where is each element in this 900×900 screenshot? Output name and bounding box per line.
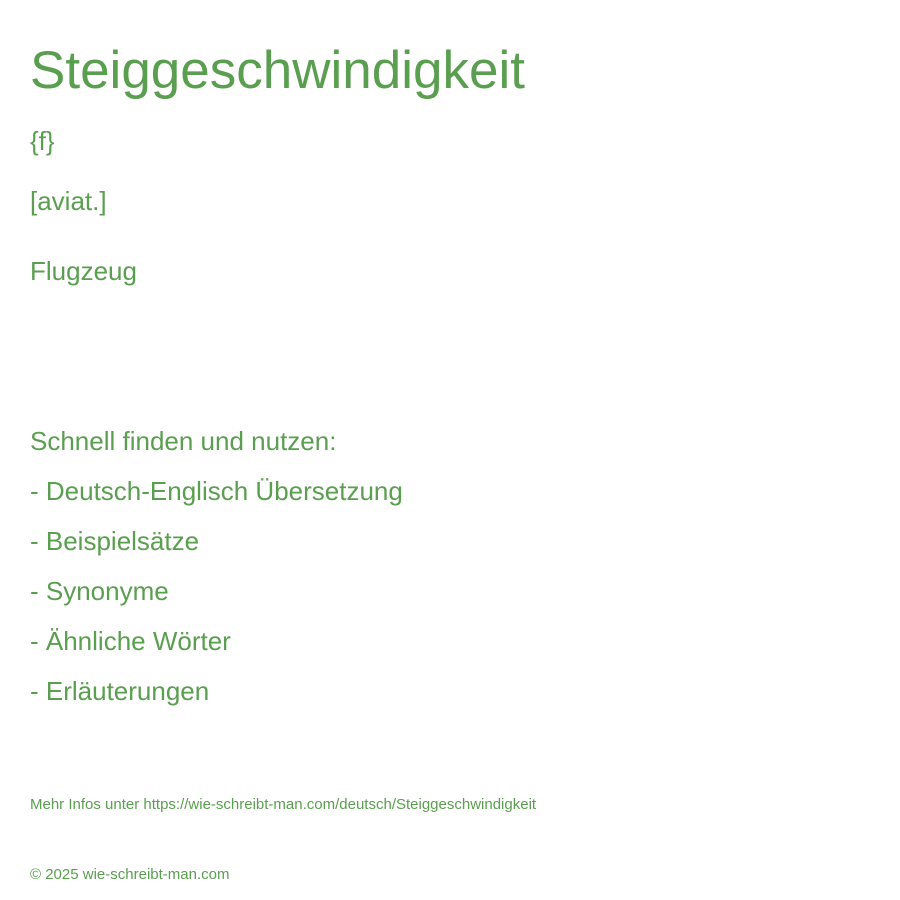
page-title: Steiggeschwindigkeit [30, 41, 525, 100]
domain-label: [aviat.] [30, 186, 107, 216]
gender-label: {f} [30, 126, 55, 156]
more-info-link[interactable]: https://wie-schreibt-man.com/deutsch/Steiggeschwindigkeit [143, 796, 537, 813]
features-heading: Schnell finden und nutzen: [30, 426, 337, 456]
feature-item-explanations: - Erläuterungen [30, 676, 210, 706]
feature-item-translation: - Deutsch-Englisch Übersetzung [30, 476, 403, 506]
subject-label: Flugzeug [30, 256, 137, 286]
more-info [30, 797, 536, 812]
feature-item-synonyms: - Synonyme [30, 576, 169, 606]
features-list [30, 478, 403, 728]
feature-item-similar-words: - Ähnliche Wörter [30, 626, 231, 656]
more-info-prefix: Mehr Infos unter [30, 796, 144, 813]
copyright-notice: © 2025 wie-schreibt-man.com [30, 866, 230, 883]
feature-item-example-sentences: - Beispielsätze [30, 526, 200, 556]
